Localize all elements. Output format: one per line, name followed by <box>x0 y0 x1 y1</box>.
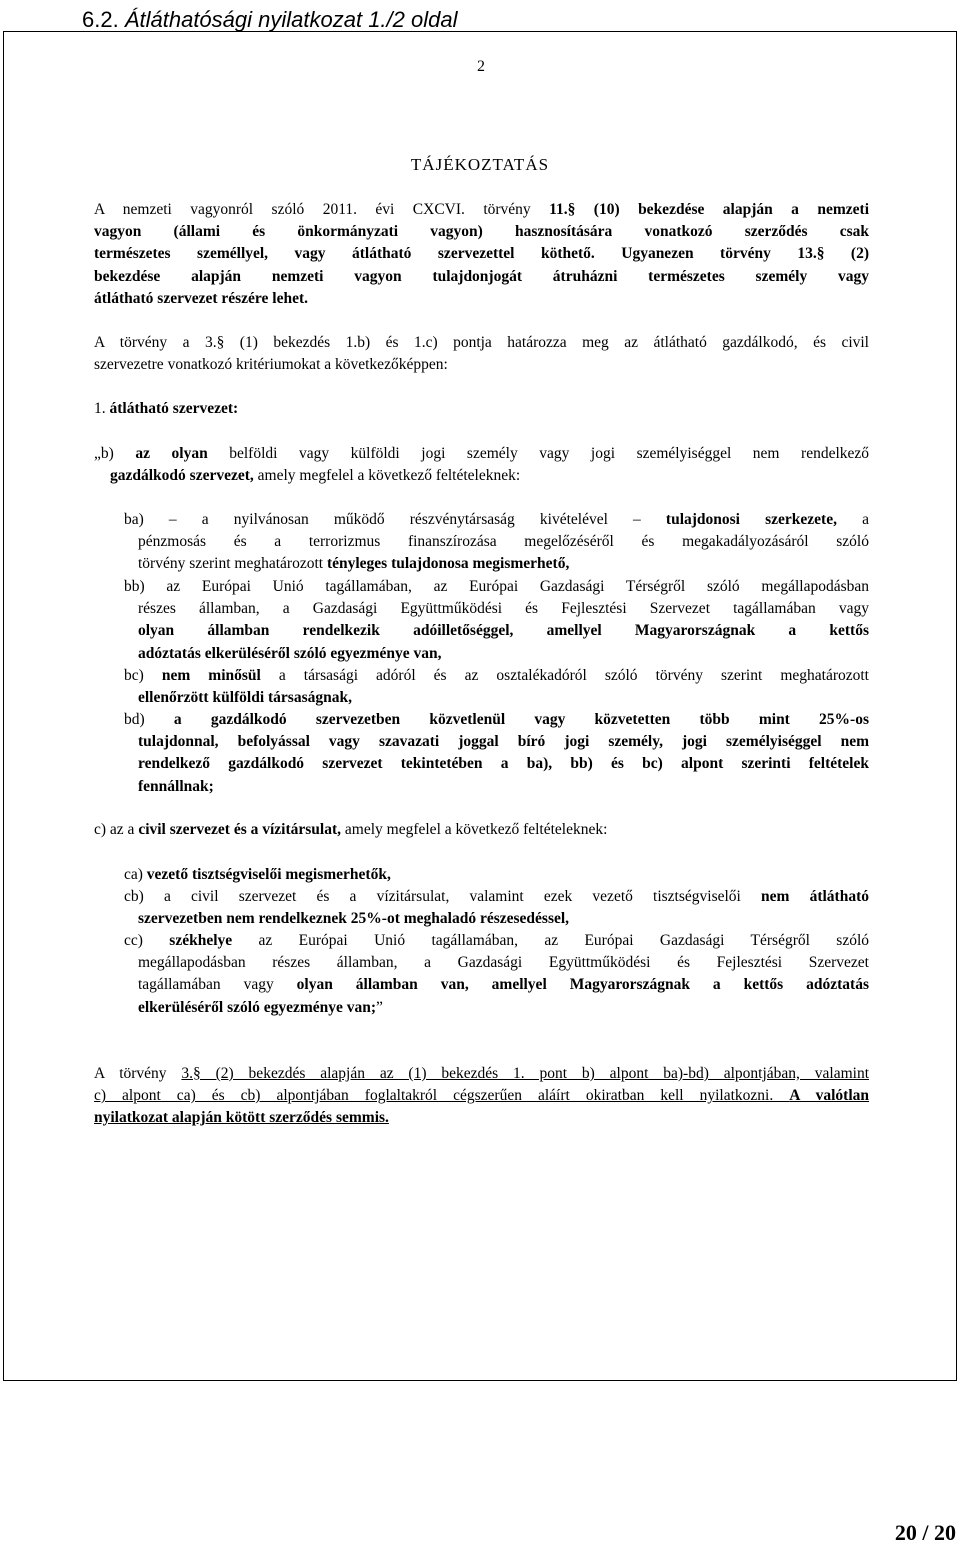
item-bd-line-3: rendelkező gazdálkodó szervezet tekintetében a ba), bb) és bc) alpont szerinti feltételek <box>138 755 869 773</box>
intro-paragraph <box>94 199 869 310</box>
section-heading: 1. átlátható szervezet: <box>94 400 239 417</box>
page-number: 2 <box>477 58 485 75</box>
item-bc-line-1: bc) nem minősül a társasági adóról és az osztalékadóról szóló törvény szerint meghatározott <box>124 667 869 684</box>
header-title: Átláthatósági nyilatkozat 1./2 oldal <box>124 7 458 32</box>
item-bc <box>124 665 869 709</box>
header-number: 6.2. <box>82 7 119 32</box>
item-bd-line-2: tulajdonnal, befolyással vagy szavazati joggal bíró jogi személy, jogi személyiséggel nem <box>138 733 869 751</box>
document-header <box>82 7 457 33</box>
item-b <box>94 443 869 487</box>
item-ca-line-1: ca) vezető tisztségviselői megismerhetők, <box>124 866 391 883</box>
item-bb-line-2: részes államban, a Gazdasági Együttműködési és Fejlesztési Szervezet tagállamában vagy <box>138 600 869 618</box>
item-bd-line-1: bd) a gazdálkodó szervezetben közvetlenül vagy közvetetten több mint 25%-os <box>124 711 869 728</box>
item-bb-line-1: bb) az Európai Unió tagállamában, az Európai Gazdasági Térségről szóló megállapodásban <box>124 578 869 595</box>
item-ca <box>124 864 869 886</box>
item-b-line-2: gazdálkodó szervezet, amely megfelel a következő feltételeknek: <box>110 467 521 485</box>
item-ba-line-1: ba) – a nyilvánosan működő részvénytársaság kivételével – tulajdonosi szerkezete, a <box>124 511 869 528</box>
item-bd <box>124 709 869 798</box>
item-c <box>94 819 869 841</box>
item-ba-line-2: pénzmosás és a terrorizmus finanszírozása megelőzéséről és megakadályozásáról szóló <box>138 533 869 551</box>
intro-line-1: A nemzeti vagyonról szóló 2011. évi CXCVI. törvény 11.§ (10) bekezdése alapján a nemzeti <box>94 201 869 218</box>
criteria-line-1: A törvény a 3.§ (1) bekezdés 1.b) és 1.c) pontja határozza meg az átlátható gazdálkodó, és civil <box>94 334 869 351</box>
item-bb <box>124 576 869 665</box>
item-bb-line-4: adóztatás elkerüléséről szóló egyezménye van, <box>138 644 442 662</box>
item-cc <box>124 930 869 1019</box>
item-cc-line-2: megállapodásban részes államban, a Gazdasági Együttműködési és Fejlesztési Szervezet <box>138 954 869 972</box>
intro-line-4: bekezdése alapján nemzeti vagyon tulajdonjogát átruházni természetes személy vagy <box>94 267 869 285</box>
item-c-line-1: c) az a civil szervezet és a vízitársulat, amely megfelel a következő feltételeknek: <box>94 821 608 838</box>
item-cc-line-1: cc) székhelye az Európai Unió tagállamában, az Európai Gazdasági Térségről szóló <box>124 932 870 949</box>
intro-line-3: természetes személlyel, vagy átlátható szervezettel köthető. Ugyanezen törvény 13.§ (2) <box>94 245 869 263</box>
final-paragraph <box>94 1063 869 1130</box>
item-cb-line-2: szervezetben nem rendelkeznek 25%-ot meghaladó részesedéssel, <box>138 910 570 928</box>
final-line-3: nyilatkozat alapján kötött szerződés semmis. <box>94 1109 389 1127</box>
document-title: TÁJÉKOZTATÁS <box>410 155 550 174</box>
item-b-line-1: „b) az olyan belföldi vagy külföldi jogi személy vagy jogi személyiséggel nem rendelkező <box>94 445 870 462</box>
intro-line-2: vagyon (állami és önkormányzati vagyon) hasznosítására vonatkozó szerződés csak <box>94 223 869 241</box>
item-ba <box>124 509 869 576</box>
item-cc-line-4: elkerüléséről szóló egyezménye van;” <box>138 998 383 1016</box>
item-cc-line-3: tagállamában vagy olyan államban van, amellyel Magyarországnak a kettős adóztatás <box>138 976 869 994</box>
final-line-2: c) alpont ca) és cb) alpontjában foglaltakról cégszerűen aláírt okiratban kell nyilatkozni. A valótlan <box>94 1087 870 1105</box>
item-ba-line-3: törvény szerint meghatározott tényleges tulajdonosa megismerhető, <box>138 555 570 573</box>
item-bc-line-2: ellenőrzött külföldi társaságnak, <box>138 689 352 707</box>
item-cb-line-1: cb) a civil szervezet és a vízitársulat, valamint ezek vezető tisztségviselői nem átlátható <box>124 888 869 905</box>
page-counter: 20 / 20 <box>894 1520 956 1545</box>
item-bd-line-4: fennállnak; <box>138 777 214 795</box>
intro-line-5: átlátható szervezet részére lehet. <box>94 289 309 307</box>
criteria-paragraph <box>94 332 869 376</box>
item-bb-line-3: olyan államban rendelkezik adóilletőséggel, amellyel Magyarországnak a kettős <box>138 622 869 640</box>
final-line-1: A törvény 3.§ (2) bekezdés alapján az (1) bekezdés 1. pont b) alpont ba)-bd) alpontjában, valamint <box>94 1065 869 1082</box>
criteria-line-2: szervezetre vonatkozó kritériumokat a következőképpen: <box>94 356 448 374</box>
item-cb <box>124 886 869 930</box>
